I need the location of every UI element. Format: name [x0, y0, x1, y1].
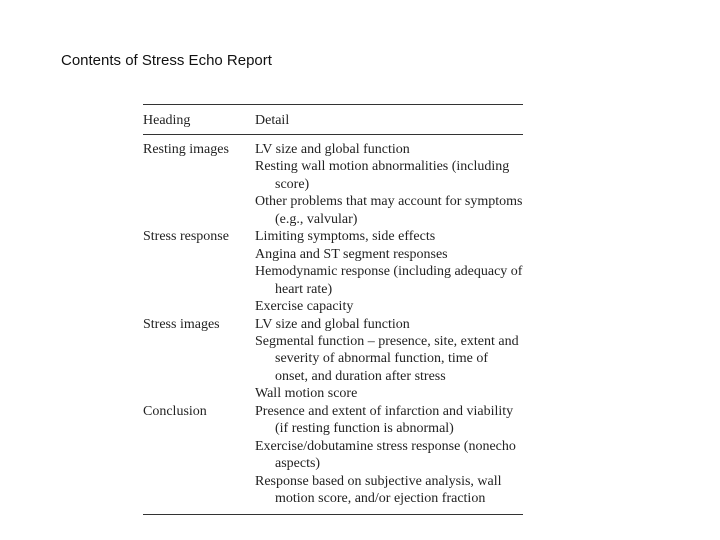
table-row-conclusion: [143, 403, 523, 508]
row-heading: Resting images: [143, 142, 229, 157]
table-row-resting-images: [143, 141, 523, 228]
report-contents-table: [143, 104, 523, 515]
detail-item: Segmental function – presence, site, extent and severity of abnormal function, time of onset, and duration after stress: [255, 333, 519, 384]
row-heading: Stress response: [143, 229, 229, 245]
row-details: [255, 316, 523, 403]
column-header-heading: Heading: [143, 113, 191, 128]
detail-item: Limiting symptoms, side effects: [255, 229, 436, 245]
detail-item: Exercise capacity: [255, 299, 354, 315]
slide-title: Contents of Stress Echo Report: [61, 52, 272, 69]
detail-item: LV size and global function: [255, 316, 410, 332]
row-heading: Conclusion: [143, 403, 207, 419]
column-header-detail: Detail: [255, 113, 290, 128]
detail-item: Angina and ST segment responses: [255, 246, 448, 262]
row-details: [255, 228, 523, 315]
detail-item: Hemodynamic response (including adequacy of heart rate): [255, 264, 523, 297]
detail-item: Resting wall motion abnormalities (including score): [255, 159, 510, 192]
detail-item: Exercise/dobutamine stress response (nonecho aspects): [255, 438, 516, 472]
detail-item: Response based on subjective analysis, wall motion score, and/or ejection fraction: [255, 473, 502, 507]
detail-item: Other problems that may account for symptoms (e.g., valvular): [255, 194, 523, 227]
detail-item: Presence and extent of infarction and viability (if resting function is abnormal): [255, 403, 514, 437]
row-details: [255, 141, 523, 228]
row-heading: Stress images: [143, 316, 220, 332]
table-bottom-rule: [143, 514, 523, 515]
table-header-row: [143, 105, 523, 129]
detail-item: Wall motion score: [255, 386, 358, 402]
table-row-stress-response: [143, 228, 523, 315]
detail-item: LV size and global function: [255, 142, 410, 157]
table-body: [143, 135, 523, 508]
row-details: [255, 403, 523, 508]
table-row-stress-images: [143, 316, 523, 403]
